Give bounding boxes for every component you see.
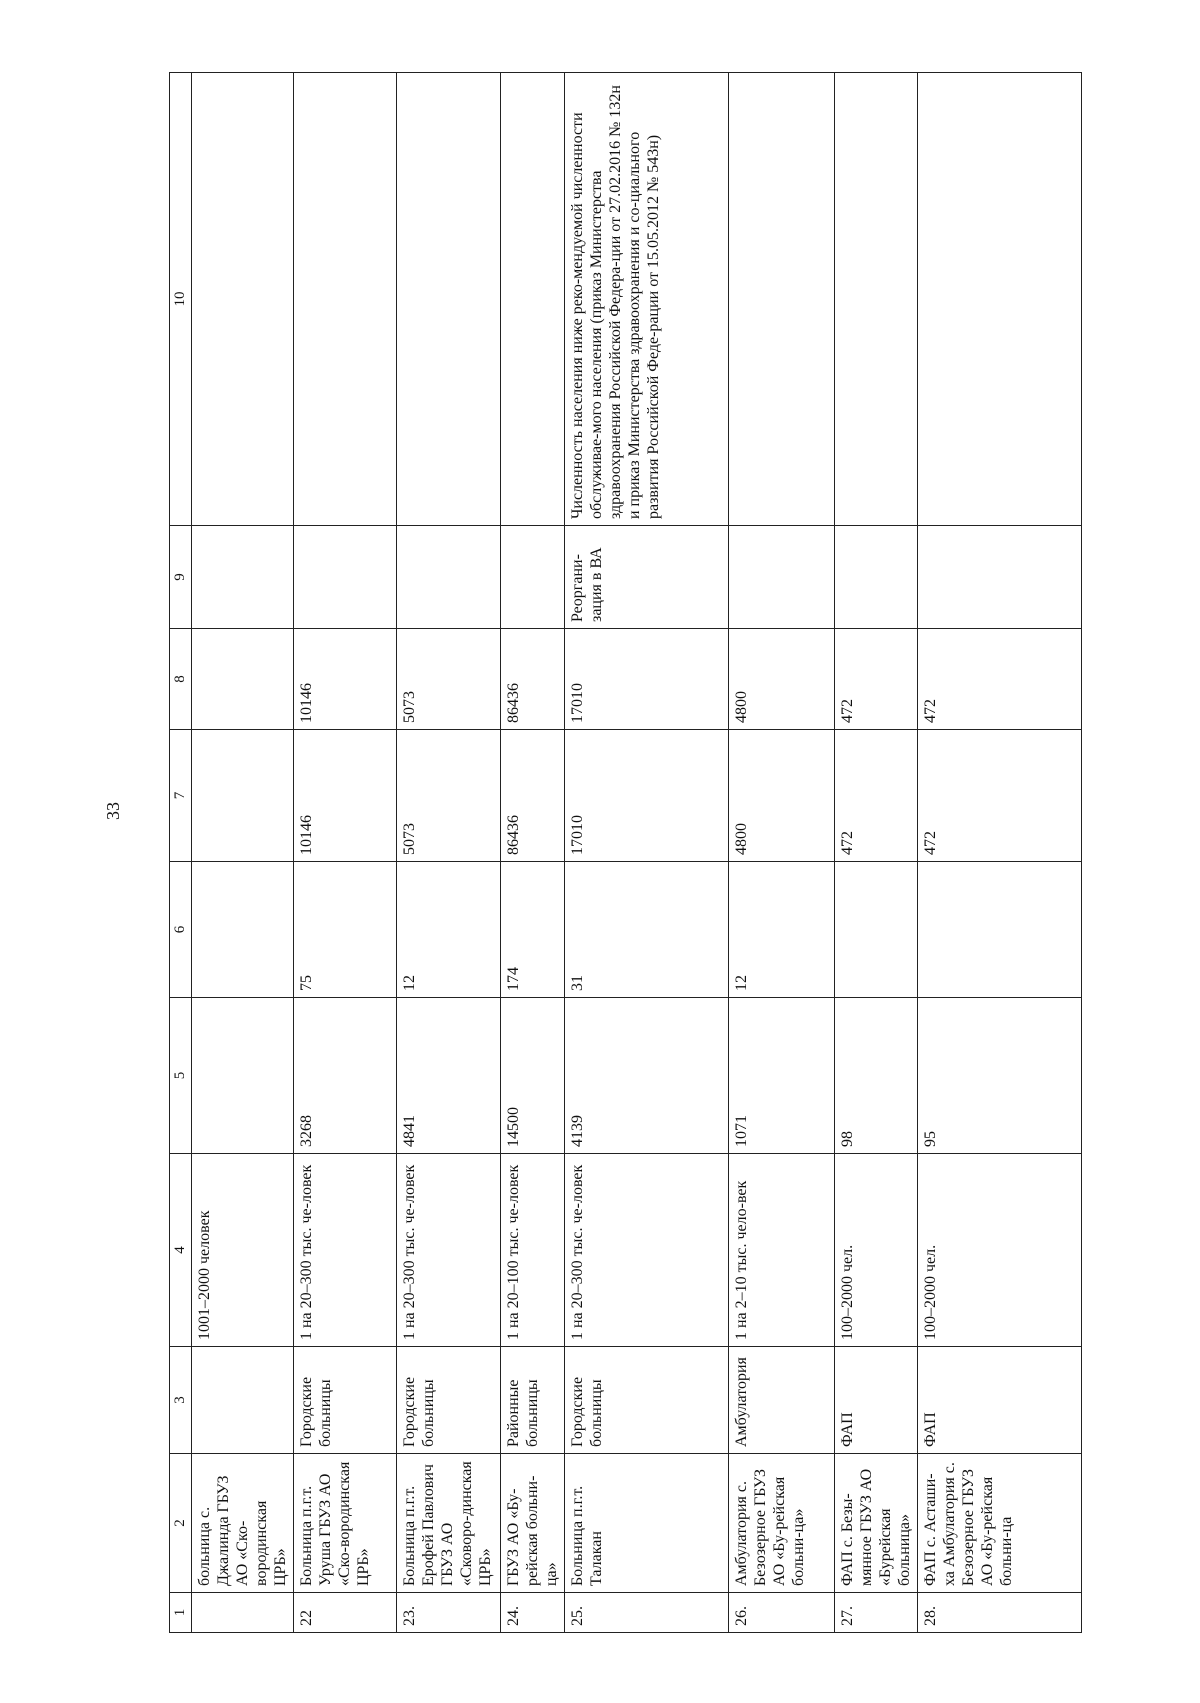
header-cell-5: 5 xyxy=(170,998,192,1154)
cell-col10: Численность населения ниже реко-мендуемой численности обслуживае-мого населения (приказ Министерства здравоохранения Российской Федера-ции от 27.02.2016 № 132н и приказ Министерства здравоохранения и со-циального развития Российской Феде-рации от 15.05.2012 № 543н) xyxy=(565,73,729,526)
service-norm: 100–2000 чел. xyxy=(918,1154,1082,1347)
cell-col9 xyxy=(294,526,397,629)
header-row xyxy=(170,73,192,1633)
facility-type: ФАП xyxy=(835,1347,918,1454)
facility-type: Городские больницы xyxy=(397,1347,501,1454)
facility-name: Больница п.г.т. Уруша ГБУЗ АО «Ско-вородинская ЦРБ» xyxy=(294,1454,397,1593)
cell-col10 xyxy=(918,73,1082,526)
cell-col8: 472 xyxy=(835,629,918,730)
cell-col8: 86436 xyxy=(501,629,565,730)
cell-col9 xyxy=(501,526,565,629)
header-cell-3: 3 xyxy=(170,1347,192,1454)
cell-col7: 472 xyxy=(918,730,1082,862)
facility-name: Больница п.г.т. Талакан xyxy=(565,1454,729,1593)
cell-col9 xyxy=(835,526,918,629)
cell-col9: Реоргани-зация в ВА xyxy=(565,526,729,629)
cell-col5: 3268 xyxy=(294,998,397,1154)
table-row xyxy=(397,73,501,1633)
facility-type: Городские больницы xyxy=(294,1347,397,1454)
service-norm: 1 на 20–300 тыс. че-ловек xyxy=(565,1154,729,1347)
cell-col7: 17010 xyxy=(565,730,729,862)
facility-name: Больница п.г.т. Ерофей Павлович ГБУЗ АО «Сковоро-динская ЦРБ» xyxy=(397,1454,501,1593)
data-table xyxy=(169,72,1082,1633)
cell-col5: 4841 xyxy=(397,998,501,1154)
cell-col8: 4800 xyxy=(729,629,835,730)
facility-name: больница с. Джалинда ГБУЗ АО «Ско-вородинская ЦРБ» xyxy=(192,1454,294,1593)
table-row xyxy=(501,73,565,1633)
cell-col6: 31 xyxy=(565,862,729,998)
table-row xyxy=(918,73,1082,1633)
facility-type xyxy=(192,1347,294,1454)
cell-col8: 17010 xyxy=(565,629,729,730)
cell-col6 xyxy=(192,862,294,998)
service-norm: 1 на 20–300 тыс. че-ловек xyxy=(397,1154,501,1347)
cell-col10 xyxy=(835,73,918,526)
cell-col10 xyxy=(397,73,501,526)
header-cell-10: 10 xyxy=(170,73,192,526)
header-cell-7: 7 xyxy=(170,730,192,862)
service-norm: 100–2000 чел. xyxy=(835,1154,918,1347)
cell-col10 xyxy=(294,73,397,526)
cell-col10 xyxy=(729,73,835,526)
table-row xyxy=(192,73,294,1633)
cell-col7: 4800 xyxy=(729,730,835,862)
table-row xyxy=(729,73,835,1633)
table-row xyxy=(565,73,729,1633)
cell-col8: 10146 xyxy=(294,629,397,730)
cell-col7: 86436 xyxy=(501,730,565,862)
service-norm: 1 на 20–300 тыс. че-ловек xyxy=(294,1154,397,1347)
cell-col10 xyxy=(192,73,294,526)
row-number: 25. xyxy=(565,1593,729,1633)
facility-type: Районные больницы xyxy=(501,1347,565,1454)
facility-name: ФАП с. Асташи-ха Амбулатория с. Безозерное ГБУЗ АО «Бу-рейская больни-ца xyxy=(918,1454,1082,1593)
header-cell-6: 6 xyxy=(170,862,192,998)
cell-col5 xyxy=(192,998,294,1154)
header-cell-4: 4 xyxy=(170,1154,192,1347)
header-cell-9: 9 xyxy=(170,526,192,629)
cell-col8: 472 xyxy=(918,629,1082,730)
cell-col9 xyxy=(397,526,501,629)
cell-col9 xyxy=(918,526,1082,629)
row-number: 26. xyxy=(729,1593,835,1633)
row-number xyxy=(192,1593,294,1633)
cell-col9 xyxy=(192,526,294,629)
cell-col7 xyxy=(192,730,294,862)
cell-col8: 5073 xyxy=(397,629,501,730)
cell-col5: 1071 xyxy=(729,998,835,1154)
cell-col7: 5073 xyxy=(397,730,501,862)
header-cell-2: 2 xyxy=(170,1454,192,1593)
cell-col6: 12 xyxy=(729,862,835,998)
cell-col5: 4139 xyxy=(565,998,729,1154)
cell-col5: 95 xyxy=(918,998,1082,1154)
service-norm: 1 на 20–100 тыс. че-ловек xyxy=(501,1154,565,1347)
cell-col9 xyxy=(729,526,835,629)
cell-col8 xyxy=(192,629,294,730)
row-number: 23. xyxy=(397,1593,501,1633)
row-number: 27. xyxy=(835,1593,918,1633)
facility-name: Амбулатория с. Безозерное ГБУЗ АО «Бу-рейская больни-ца» xyxy=(729,1454,835,1593)
facility-type: Амбулатория xyxy=(729,1347,835,1454)
cell-col6 xyxy=(835,862,918,998)
table-row xyxy=(835,73,918,1633)
cell-col7: 10146 xyxy=(294,730,397,862)
cell-col6: 12 xyxy=(397,862,501,998)
row-number: 24. xyxy=(501,1593,565,1633)
row-number: 22 xyxy=(294,1593,397,1633)
facility-type: ФАП xyxy=(918,1347,1082,1454)
cell-col6 xyxy=(918,862,1082,998)
cell-col5: 98 xyxy=(835,998,918,1154)
page-number: 33 xyxy=(103,802,123,820)
header-cell-1: 1 xyxy=(170,1593,192,1633)
rotated-table-wrapper xyxy=(169,73,1078,1633)
cell-col6: 75 xyxy=(294,862,397,998)
facility-name: ГБУЗ АО «Бу-рейская больни-ца» xyxy=(501,1454,565,1593)
header-cell-8: 8 xyxy=(170,629,192,730)
cell-col5: 14500 xyxy=(501,998,565,1154)
service-norm: 1 на 2–10 тыс. чело-век xyxy=(729,1154,835,1347)
row-number: 28. xyxy=(918,1593,1082,1633)
facility-name: ФАП с. Безы-мянное ГБУЗ АО «Бурейская больница» xyxy=(835,1454,918,1593)
service-norm: 1001–2000 человек xyxy=(192,1154,294,1347)
table-row xyxy=(294,73,397,1633)
cell-col6: 174 xyxy=(501,862,565,998)
cell-col7: 472 xyxy=(835,730,918,862)
cell-col10 xyxy=(501,73,565,526)
facility-type: Городские больницы xyxy=(565,1347,729,1454)
